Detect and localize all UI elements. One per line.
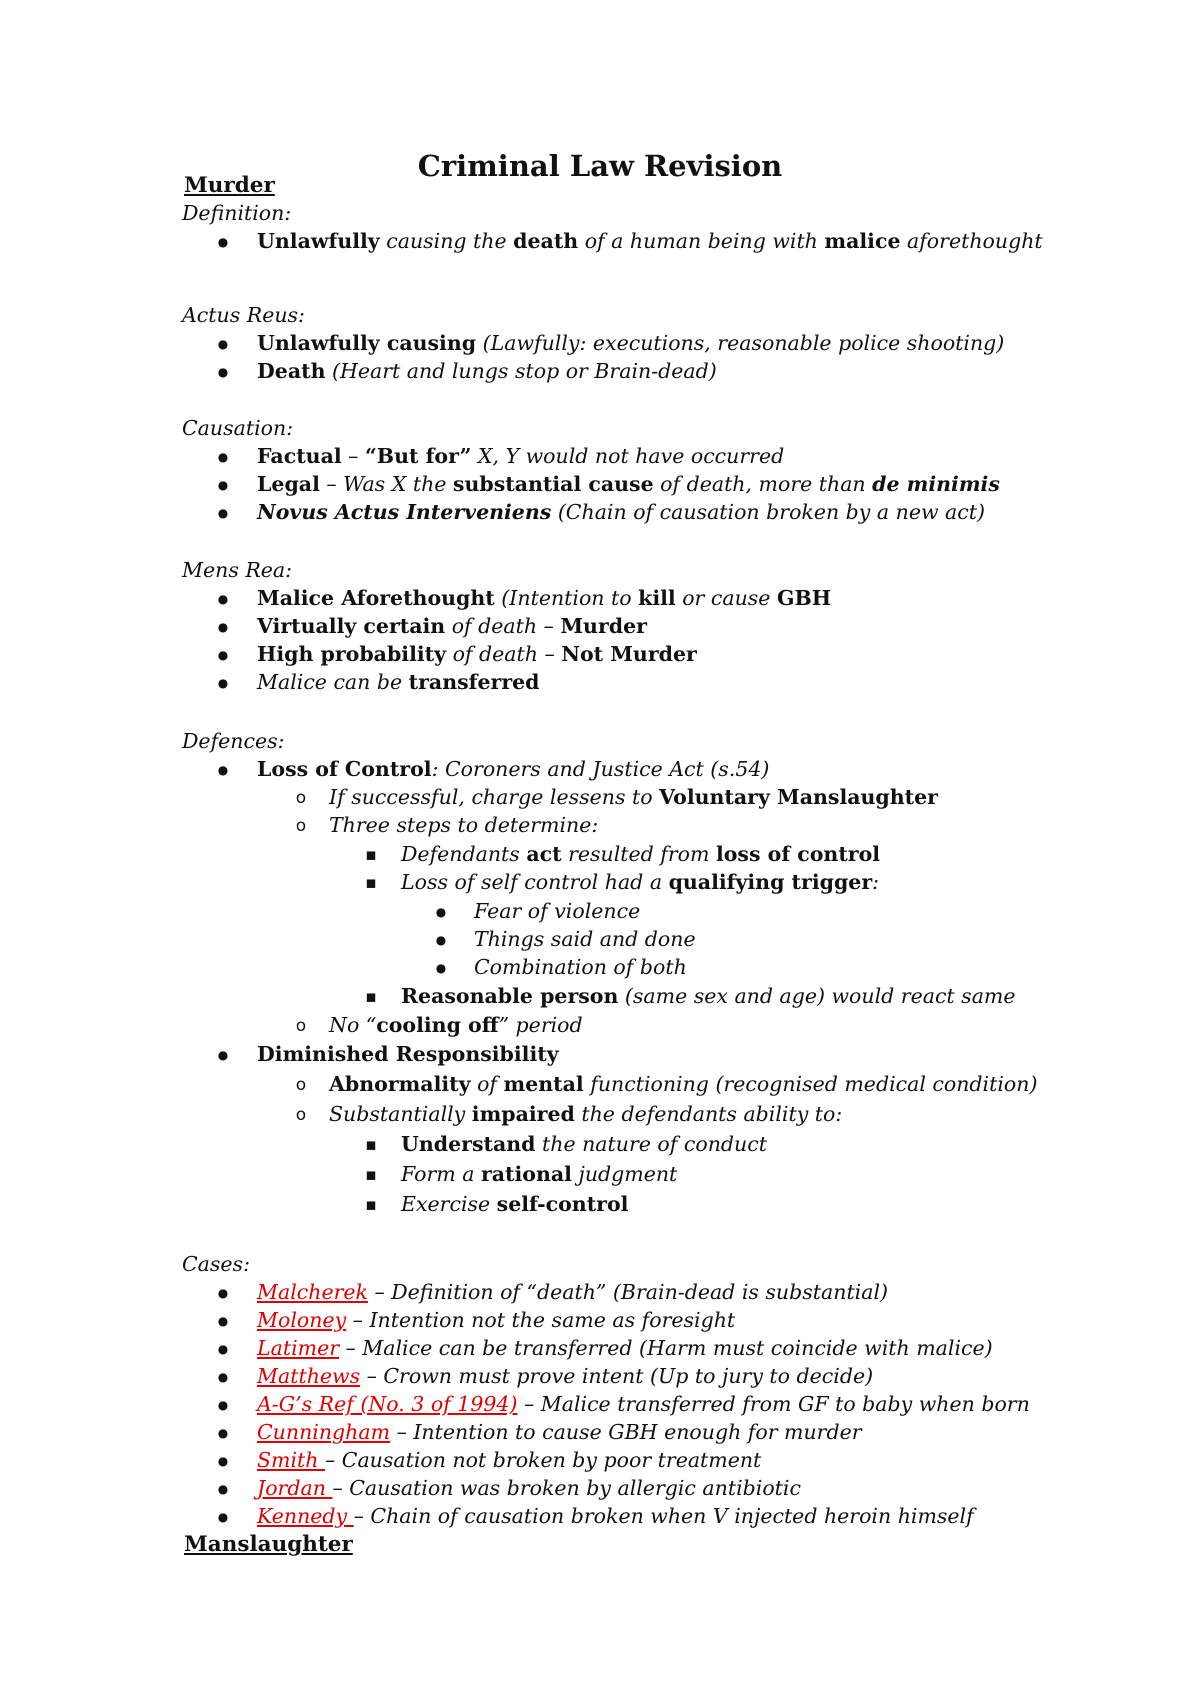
bullet-disc — [210, 1306, 236, 1337]
case-link[interactable]: Kennedy — [257, 1504, 354, 1528]
case-link[interactable]: Malcherek — [257, 1280, 368, 1304]
bullet-square — [358, 868, 384, 898]
case-link[interactable]: A-G’s Ref (No. 3 of 1994) — [257, 1392, 518, 1416]
bullet-disc — [210, 668, 236, 699]
bullet-square — [358, 840, 384, 870]
bullet-disc — [210, 1474, 236, 1505]
actus-reus-label: Actus Reus: — [182, 303, 305, 327]
bullet-square — [358, 1130, 384, 1160]
bullet-disc — [210, 1418, 236, 1449]
bullet-disc — [210, 470, 236, 501]
bullet-disc — [428, 953, 454, 984]
causation-label: Causation: — [182, 416, 294, 440]
case-link[interactable]: Jordan — [257, 1476, 333, 1500]
manslaughter-heading: Manslaughter — [184, 1532, 353, 1557]
bullet-disc — [210, 1278, 236, 1309]
bullet-square — [358, 982, 384, 1012]
bullet-disc — [210, 755, 236, 786]
bullet-disc — [210, 1362, 236, 1393]
bullet-disc — [210, 1502, 236, 1533]
bullet-disc — [210, 612, 236, 643]
bullet-circle — [288, 1011, 314, 1041]
bullet-disc — [210, 442, 236, 473]
bullet-disc — [210, 1334, 236, 1365]
page-title: Criminal Law Revision — [417, 149, 783, 183]
document-page: Criminal Law Revision Murder Definition: ● Unlawfully causing the death of a human being with malice aforethought Actus Reus: ● Unlawfully causing (Lawfully: executions, reasonable police shooting) ● Death (Heart and lungs stop or Brain-dead) Causation: ● Factual – “But for” X, Y would not have occurred ● Legal – Was X the substantial cause of death, more than de minimis ● Novus Actus Interveniens (Chain of causation broken by a new act) Mens Rea: ● Malice Aforethought (Intention to kill or cause GBH ● Virtually certain of death – Murder ● High probability of death – Not Murder ● Malice can be transferred Defences: ● Loss of Control: Coroners and Justice Act (s.54) o If successful, charge lessens to Voluntary Manslaughter o Three steps to determine: ▪ Defendants act resulted from loss of control ▪ Loss of self control had a qualifying trigger: ● Fear of violence ● Things said and done ● Combination of both ▪ Reasonable person (same sex and age) would react same o No “cooling off” period ● Diminished Responsibility o Abnormality of mental functioning (recognised medical condition) o Substantially impaired the defendants ability to: ▪ Understand the nature of conduct ▪ Form a rational judgment ▪ Exercise self-control Cases: ● Malcherek – Definition of “death” (Brain-dead is substantial) ● Moloney – Intention not the same as foresight ● Latimer – Malice can be transferred (Harm must coincide with malice) ● Matthews – Crown must prove intent (Up to jury to decide) ● A-G’s Ref (No. 3 of 1994) – Malice transferred from GF to baby when born ● Cunningham – Intention to cause GBH enough for murder ● Smith – Causation not broken by poor treatment ● Jordan – Causation was broken by allergic antibiotic ● Kennedy – Chain of causation broken when V injected heroin himself Manslaughter — [0, 0, 1200, 1698]
case-link[interactable]: Latimer — [257, 1336, 339, 1360]
bullet-disc — [210, 357, 236, 388]
definition-label: Definition: — [182, 201, 292, 225]
bullet-circle — [288, 783, 314, 813]
bullet-disc — [210, 1446, 236, 1477]
defences-label: Defences: — [182, 729, 285, 753]
bullet-circle — [288, 811, 314, 841]
bullet-circle — [288, 1070, 314, 1100]
bullet-square — [358, 1160, 384, 1190]
bullet-disc — [210, 640, 236, 671]
bullet-disc — [428, 925, 454, 956]
bullet-disc — [210, 1390, 236, 1421]
case-link[interactable]: Smith — [257, 1448, 325, 1472]
murder-heading: Murder — [184, 173, 275, 198]
bullet-disc — [210, 1040, 236, 1071]
bullet-disc — [210, 584, 236, 615]
bullet-disc — [210, 329, 236, 360]
bullet-disc — [428, 897, 454, 928]
bullet-square — [358, 1190, 384, 1220]
mens-rea-label: Mens Rea: — [182, 558, 293, 582]
bullet-disc — [210, 227, 236, 258]
bullet-disc — [210, 498, 236, 529]
case-link[interactable]: Matthews — [257, 1364, 361, 1388]
bullet-circle — [288, 1100, 314, 1130]
cases-label: Cases: — [182, 1252, 250, 1276]
case-link[interactable]: Moloney — [257, 1308, 347, 1332]
case-link[interactable]: Cunningham — [257, 1420, 391, 1444]
